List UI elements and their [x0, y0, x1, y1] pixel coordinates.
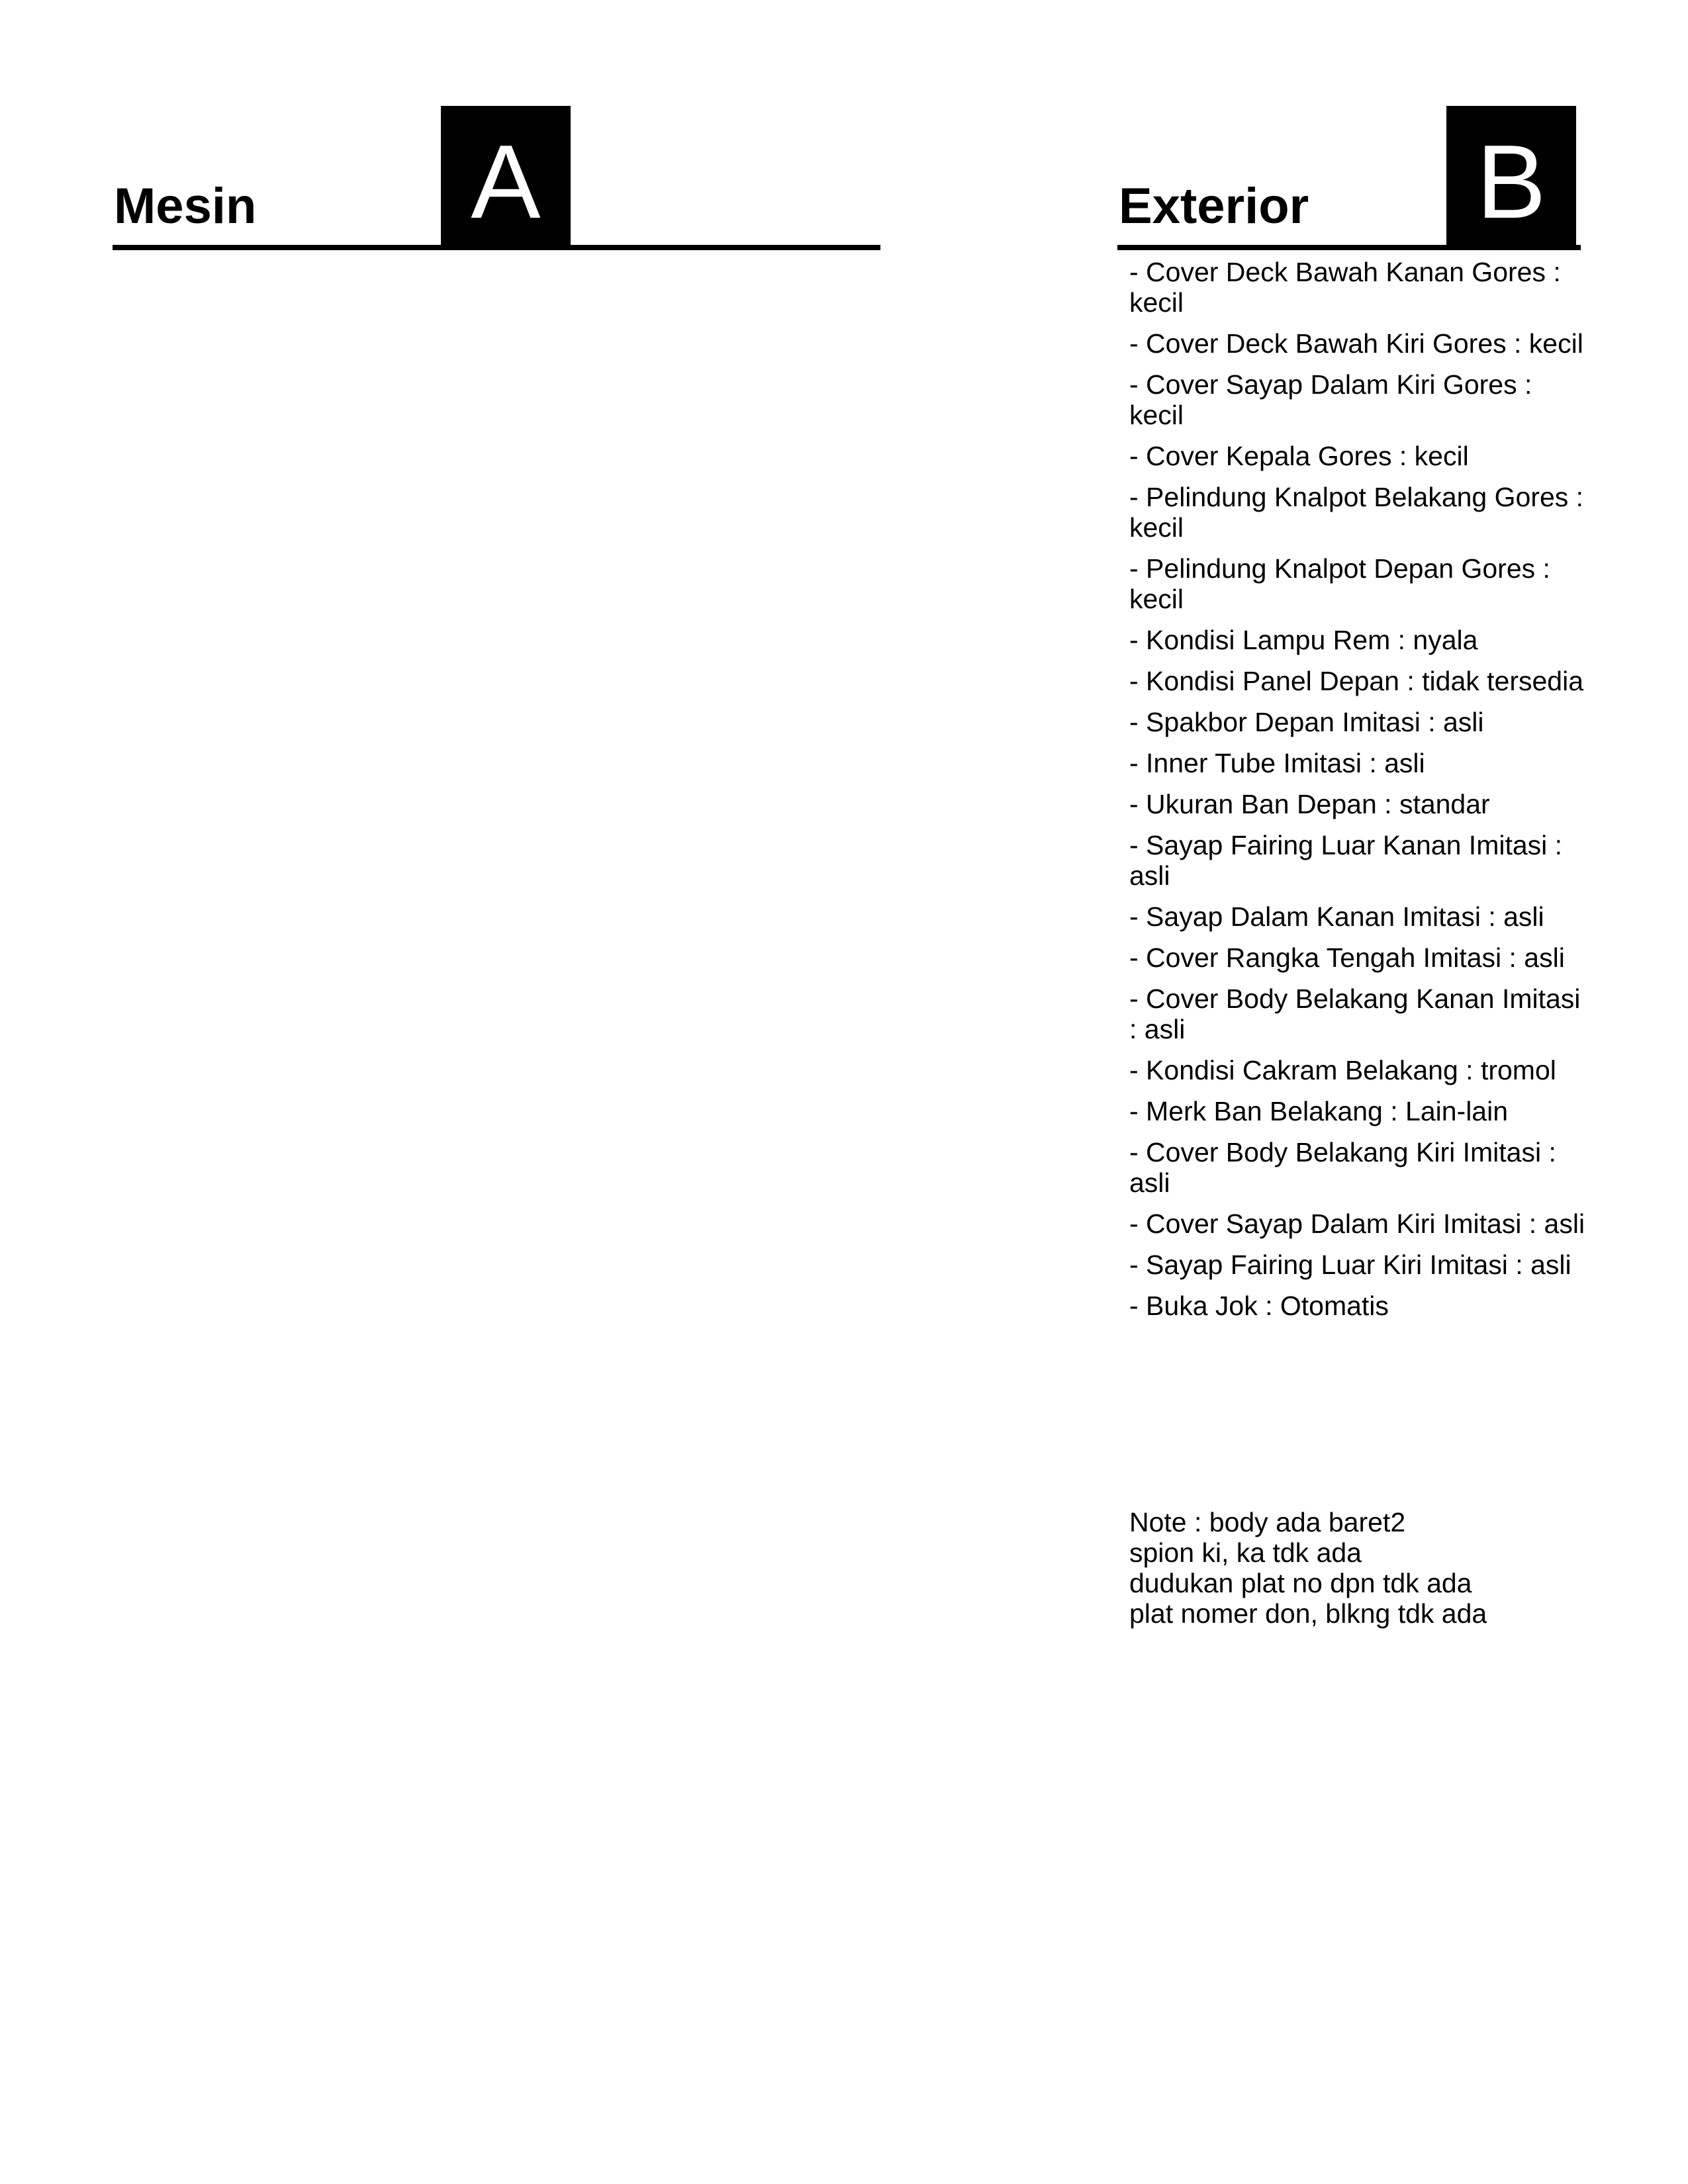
list-item: - Kondisi Lampu Rem : nyala	[1129, 625, 1478, 655]
list-item: - Sayap Fairing Luar Kanan Imitasi : asli	[1129, 830, 1563, 891]
list-item: - Cover Rangka Tengah Imitasi : asli	[1129, 942, 1565, 973]
list-item: - Ukuran Ban Depan : standar	[1129, 789, 1490, 819]
note-line: Note : body ada baret2	[1129, 1507, 1406, 1537]
list-item: - Pelindung Knalpot Belakang Gores : kecil	[1129, 482, 1584, 543]
list-item: - Inner Tube Imitasi : asli	[1129, 748, 1425, 778]
note-line: dudukan plat no dpn tdk ada	[1129, 1568, 1472, 1598]
note-line: plat nomer don, blkng tdk ada	[1129, 1598, 1487, 1629]
section-title-exterior: Exterior	[1119, 178, 1309, 234]
list-item: - Pelindung Knalpot Depan Gores : kecil	[1129, 553, 1550, 614]
section-letter-badge-b: B	[1446, 106, 1576, 250]
list-item: - Cover Body Belakang Kanan Imitasi : asli	[1129, 983, 1581, 1044]
list-item: - Cover Sayap Dalam Kiri Gores : kecil	[1129, 369, 1532, 430]
exterior-note	[1129, 1507, 1586, 1629]
note-line: spion ki, ka tdk ada	[1129, 1537, 1362, 1568]
list-item: - Cover Deck Bawah Kanan Gores : kecil	[1129, 257, 1561, 318]
list-item: - Spakbor Depan Imitasi : asli	[1129, 707, 1484, 737]
list-item: - Kondisi Panel Depan : tidak tersedia	[1129, 666, 1584, 696]
list-item: - Cover Kepala Gores : kecil	[1129, 441, 1469, 471]
list-item: - Cover Body Belakang Kiri Imitasi : asli	[1129, 1137, 1556, 1198]
list-item: - Buka Jok : Otomatis	[1129, 1291, 1389, 1321]
list-item: - Merk Ban Belakang : Lain-lain	[1129, 1096, 1509, 1126]
list-item: - Cover Sayap Dalam Kiri Imitasi : asli	[1129, 1208, 1585, 1239]
list-item: - Sayap Dalam Kanan Imitasi : asli	[1129, 901, 1544, 932]
list-item: - Sayap Fairing Luar Kiri Imitasi : asli	[1129, 1250, 1571, 1280]
list-item: - Cover Deck Bawah Kiri Gores : kecil	[1129, 328, 1583, 359]
section-header-mesin	[113, 106, 880, 250]
section-title-mesin: Mesin	[114, 178, 257, 234]
section-letter-badge-a: A	[441, 106, 571, 250]
exterior-item-list	[1129, 257, 1586, 1332]
list-item: - Kondisi Cakram Belakang : tromol	[1129, 1055, 1556, 1085]
section-header-exterior	[1117, 106, 1581, 250]
